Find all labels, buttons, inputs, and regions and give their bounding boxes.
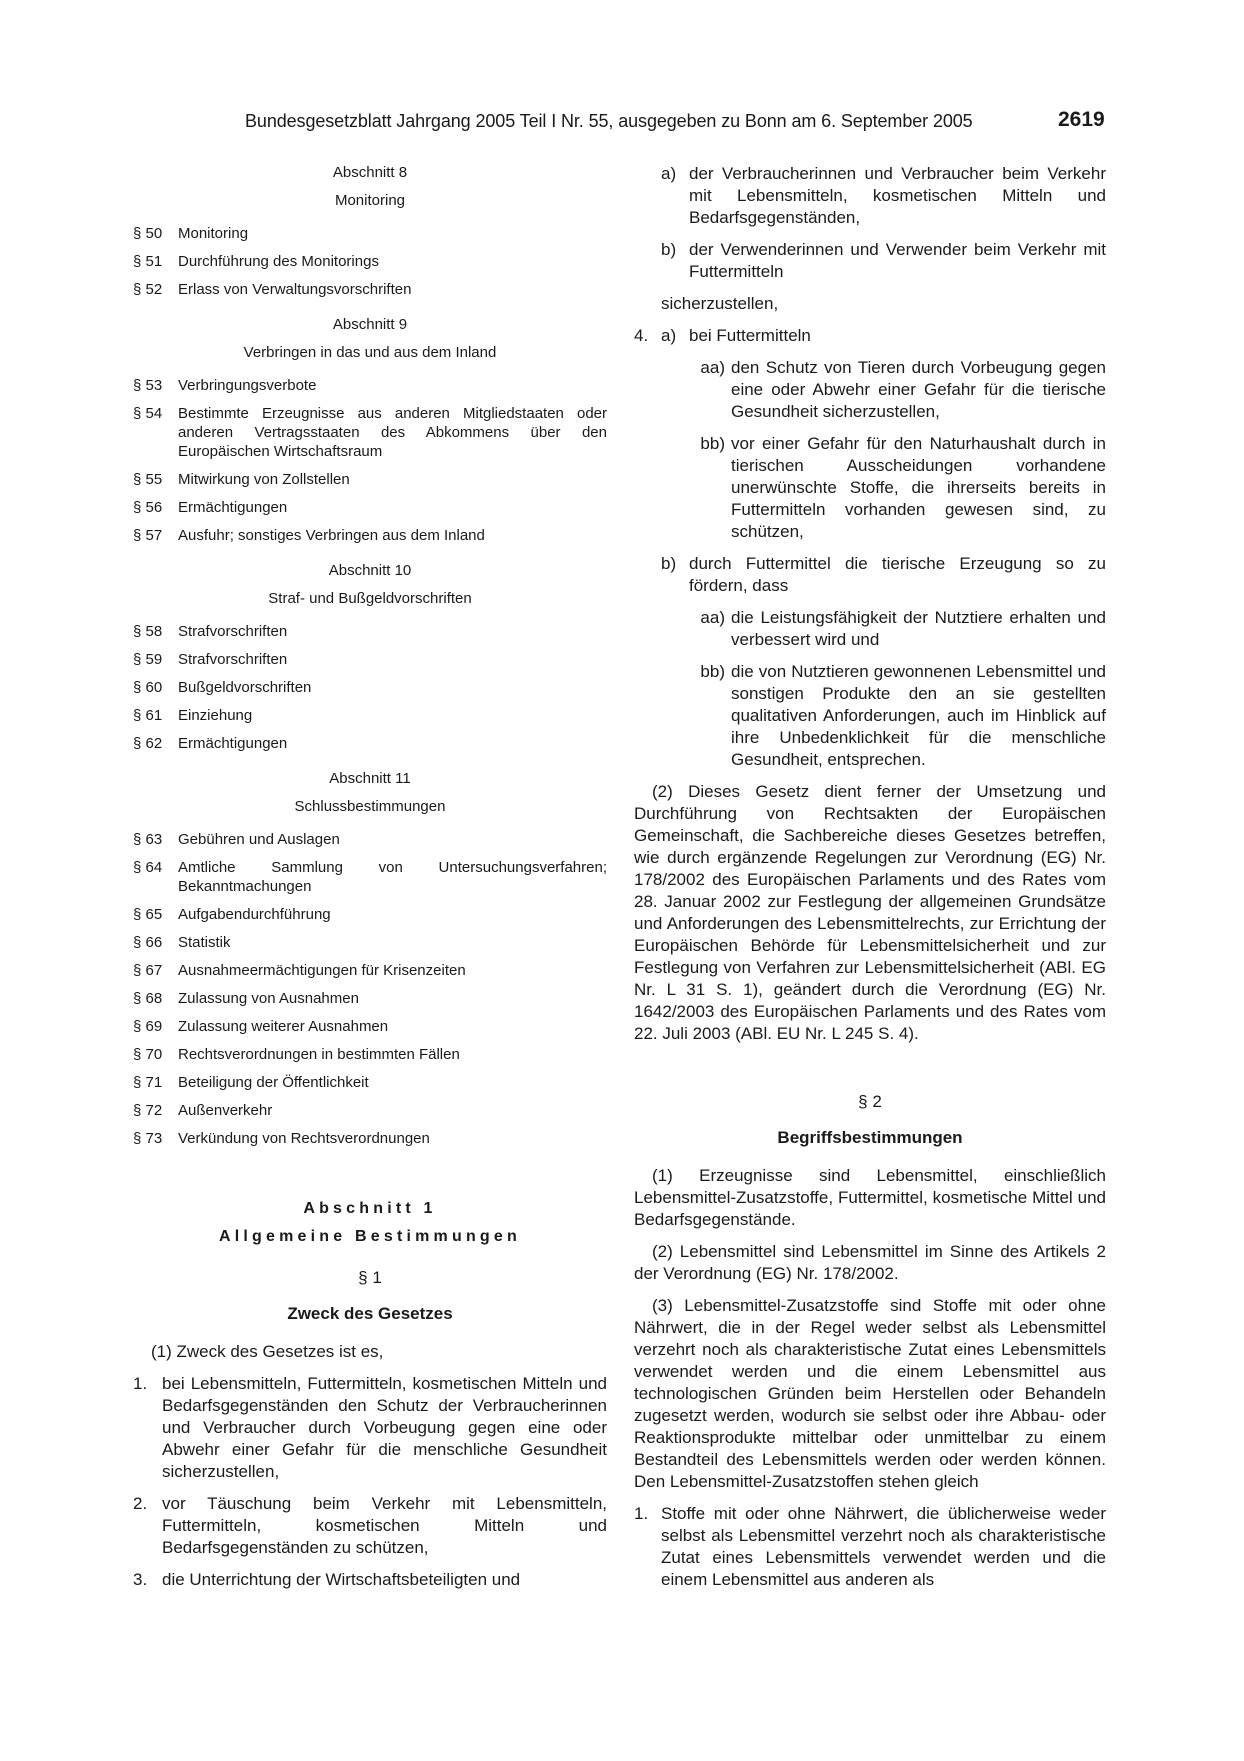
toc-entry-text: Ausfuhr; sonstiges Verbringen aus dem Inland xyxy=(178,527,485,544)
toc-entry-text: Monitoring xyxy=(178,225,249,242)
toc-section-label: Abschnitt 10 xyxy=(328,562,412,579)
toc-entry-paragraph: § 56 xyxy=(133,499,163,516)
item-label: a) xyxy=(661,164,677,183)
paragraph-number: § 1 xyxy=(358,1268,382,1287)
toc-entry-paragraph: § 55 xyxy=(133,471,163,488)
item-text: der Verbraucherinnen und Verbraucher beim Verkehr mit Lebensmitteln, kosmetischen Mitteln und Bedarfsgegenständen, xyxy=(689,164,1106,227)
list-item xyxy=(634,325,1106,347)
paragraph-text: (1) Zweck des Gesetzes ist es, xyxy=(151,1342,384,1361)
paragraph-text: (2) Dieses Gesetz dient ferner der Umsetzung und Durchführung von Rechtsakten der Europäischen Gemeinschaft, die Sachbereiche dieses Gesetzes betreffen, wie durch ergänzende Regelungen zur Verordnung (EG) Nr. 178/2002 des Europäischen Parlaments und des Rates vom 28. Januar 2002 zur Festlegung der allgemeinen Grundsätze und Anforderungen des Lebensmittelrechts, zur Errichtung der Europäischen Behörde für Lebensmittelsicherheit und zur Festlegung von Verfahren zur Lebensmittelsicherheit (ABl. EG Nr. L 31 S. 1), geändert durch die Verordnung (EG) Nr. 1642/2003 des Europäischen Parlaments und des Rates vom 22. Juli 2003 (ABl. EU Nr. L 245 S. 4). xyxy=(634,782,1106,1043)
toc-entry-list xyxy=(133,830,607,1148)
toc-entry xyxy=(133,224,607,243)
item-label: bb) xyxy=(700,662,725,681)
item-label: 3. xyxy=(133,1570,148,1589)
toc-section-title: Schlussbestimmungen xyxy=(294,798,446,815)
toc-entry xyxy=(133,858,607,896)
list-item xyxy=(634,433,1106,543)
paragraph-text: (3) Lebensmittel-Zusatzstoffe sind Stoffe mit oder ohne Nährwert, die in der Regel weder selbst als Lebensmittel verzehrt noch als charakteristische Zutat eines Lebensmittels verwendet werden und die einem Lebensmittel aus technologischen Gründen beim Herstellen oder Behandeln zugesetzt werden, wodurch sie selbst oder ihre Abbau- oder Reaktionsprodukte mittelbar oder unmittelbar zu einem Bestandteil des Lebensmittels werden oder werden können. Den Lebensmittel-Zusatzstoffen stehen gleich xyxy=(634,1296,1106,1491)
toc-entry xyxy=(133,622,607,641)
toc-entry-text: Beteiligung der Öffentlichkeit xyxy=(178,1074,369,1091)
toc-entry-paragraph: § 71 xyxy=(133,1074,163,1091)
item-label: bb) xyxy=(700,434,725,453)
page-number: 2619 xyxy=(1058,108,1105,131)
toc-entry-text: Gebühren und Auslagen xyxy=(178,831,340,848)
toc-entry-text: Einziehung xyxy=(178,707,253,724)
toc-section-label: Abschnitt 8 xyxy=(332,164,408,181)
toc-entry-text: Ermächtigungen xyxy=(178,735,288,752)
toc-entry-paragraph: § 72 xyxy=(133,1102,163,1119)
toc-entry xyxy=(133,404,607,461)
paragraph-text: (2) Lebensmittel sind Lebensmittel im Sinne des Artikels 2 der Verordnung (EG) Nr. 178/2002. xyxy=(634,1242,1106,1283)
toc-entry-paragraph: § 73 xyxy=(133,1130,163,1147)
abschnitt-title: Allgemeine Bestimmungen xyxy=(219,1228,521,1245)
toc-entry-list xyxy=(133,224,607,299)
toc-entry-paragraph: § 51 xyxy=(133,253,163,270)
toc-section-title: Verbringen in das und aus dem Inland xyxy=(243,344,497,361)
toc-entry-text: Ausnahmeermächtigungen für Krisenzeiten xyxy=(178,962,466,979)
item-text: die Unterrichtung der Wirtschaftsbeteiligten und xyxy=(162,1570,521,1589)
item-text: vor einer Gefahr für den Naturhaushalt durch in tierischen Ausscheidungen vorhandene unerwünschte Stoffe, die ihrerseits bereits in Futtermitteln vorhanden gewesen sind, zu schützen, xyxy=(731,434,1106,541)
item-text: bei Lebensmitteln, Futtermitteln, kosmetischen Mitteln und Bedarfsgegenständen den Schutz der Verbraucherinnen und Verbraucher durch Vorbeugung gegen eine oder Abwehr einer Gefahr für die menschliche Gesundheit sicherzustellen, xyxy=(162,1374,607,1481)
paragraph-text: (1) Erzeugnisse sind Lebensmittel, einschließlich Lebensmittel-Zusatzstoffe, Futtermittel, kosmetische Mittel und Bedarfsgegenstände. xyxy=(634,1166,1106,1229)
item-label: aa) xyxy=(700,608,725,627)
toc-entry-text: Bestimmte Erzeugnisse aus anderen Mitgliedstaaten oder anderen Vertragsstaaten des Abkommens über den Europäischen Wirtschaftsraum xyxy=(178,405,607,460)
toc-entry-text: Strafvorschriften xyxy=(178,651,288,668)
toc-entry-text: Durchführung des Monitorings xyxy=(178,253,379,270)
item-text: Stoffe mit oder ohne Nährwert, die üblicherweise weder selbst als Lebensmittel verzehrt noch als charakteristische Zutat eines Lebensmittels verwendet werden und die einem Lebensmittel aus anderen als xyxy=(661,1504,1106,1589)
list-item xyxy=(634,1503,1106,1591)
toc-entry xyxy=(133,706,607,725)
list-item xyxy=(133,1373,607,1483)
toc-entry-paragraph: § 60 xyxy=(133,679,163,696)
page-header xyxy=(0,108,1244,135)
paragraph-heading: Begriffsbestimmungen xyxy=(777,1128,963,1147)
toc-entry-text: Verbringungsverbote xyxy=(178,377,317,394)
toc-entry xyxy=(133,526,607,545)
toc-entry-paragraph: § 54 xyxy=(133,405,163,422)
toc-entry-text: Aufgabendurchführung xyxy=(178,906,331,923)
toc-entry-text: Zulassung weiterer Ausnahmen xyxy=(178,1018,389,1035)
toc-entry-text: Erlass von Verwaltungsvorschriften xyxy=(178,281,412,298)
toc-section-label: Abschnitt 9 xyxy=(332,316,408,333)
list-item xyxy=(634,163,1106,229)
toc-entry-text: Amtliche Sammlung von Untersuchungsverfahren; Bekanntmachungen xyxy=(178,859,607,895)
toc-section-title: Monitoring xyxy=(334,192,406,209)
toc-entry xyxy=(133,1129,607,1148)
toc-entry-text: Zulassung von Ausnahmen xyxy=(178,990,359,1007)
toc-entry xyxy=(133,1045,607,1064)
list-item xyxy=(634,553,1106,597)
toc-entry xyxy=(133,734,607,753)
toc-entry-text: Mitwirkung von Zollstellen xyxy=(178,471,350,488)
toc-entry-paragraph: § 61 xyxy=(133,707,163,724)
toc-entry xyxy=(133,905,607,924)
toc-entry xyxy=(133,961,607,980)
item-label: b) xyxy=(661,240,677,259)
paragraph-heading: Zweck des Gesetzes xyxy=(287,1304,453,1323)
toc-entry xyxy=(133,678,607,697)
toc-entry xyxy=(133,933,607,952)
paragraph-text: sicherzustellen, xyxy=(661,294,779,313)
toc-entry-text: Rechtsverordnungen in bestimmten Fällen xyxy=(178,1046,460,1063)
toc-section-title: Straf- und Bußgeldvorschriften xyxy=(268,590,472,607)
item-text: die Leistungsfähigkeit der Nutztiere erhalten und verbessert wird und xyxy=(731,608,1106,649)
toc-entry-paragraph: § 64 xyxy=(133,859,163,876)
toc-entry-text: Statistik xyxy=(178,934,231,951)
list-item xyxy=(634,607,1106,651)
item-label: b) xyxy=(661,554,677,573)
item-text: die von Nutztieren gewonnenen Lebensmittel und sonstigen Produkte den an sie gestellten qualitativen Anforderungen, auch im Hinblick auf ihre Unbedenklichkeit für die menschliche Gesundheit, entsprechen. xyxy=(731,662,1106,769)
item-label: 2. xyxy=(133,1494,148,1513)
toc-entry-text: Außenverkehr xyxy=(178,1102,273,1119)
toc-entry-paragraph: § 67 xyxy=(133,962,163,979)
toc-entry-paragraph: § 59 xyxy=(133,651,163,668)
toc-entry-text: Strafvorschriften xyxy=(178,623,288,640)
item-text: durch Futtermittel die tierische Erzeugung so zu fördern, dass xyxy=(689,554,1106,595)
toc-entry-text: Ermächtigungen xyxy=(178,499,288,516)
toc-entry xyxy=(133,1073,607,1092)
item-text: vor Täuschung beim Verkehr mit Lebensmitteln, Futtermitteln, kosmetischen Mitteln und Bedarfsgegenständen zu schützen, xyxy=(162,1494,607,1557)
list-item xyxy=(634,661,1106,771)
toc-entry-paragraph: § 66 xyxy=(133,934,163,951)
left-column xyxy=(133,163,607,1601)
toc-entry-paragraph: § 57 xyxy=(133,527,163,544)
list-item xyxy=(133,1493,607,1559)
toc-entry-list xyxy=(133,376,607,545)
toc-entry xyxy=(133,280,607,299)
toc-entry xyxy=(133,989,607,1008)
abschnitt-label: Abschnitt 1 xyxy=(303,1200,437,1217)
toc-entry-paragraph: § 70 xyxy=(133,1046,163,1063)
toc-entry-paragraph: § 50 xyxy=(133,225,163,242)
list-item xyxy=(634,357,1106,423)
item-text: bei Futtermitteln xyxy=(689,326,811,345)
toc-entry xyxy=(133,1017,607,1036)
right-column xyxy=(634,163,1106,1601)
item-label: 1. xyxy=(634,1504,649,1523)
item-label: 1. xyxy=(133,1374,148,1393)
toc-entry xyxy=(133,470,607,489)
toc-entry xyxy=(133,650,607,669)
toc-entry-paragraph: § 53 xyxy=(133,377,163,394)
item-text: der Verwenderinnen und Verwender beim Verkehr mit Futtermitteln xyxy=(689,240,1106,281)
paragraph-number: § 2 xyxy=(858,1092,882,1111)
toc-entry xyxy=(133,376,607,395)
toc-entry xyxy=(133,830,607,849)
item-text: den Schutz von Tieren durch Vorbeugung gegen eine oder Abwehr einer Gefahr für die tierische Gesundheit sicherzustellen, xyxy=(731,358,1106,421)
item-label: aa) xyxy=(700,358,725,377)
toc-entry xyxy=(133,1101,607,1120)
toc-entry-list xyxy=(133,622,607,753)
toc-entry-paragraph: § 68 xyxy=(133,990,163,1007)
toc-entry-paragraph: § 52 xyxy=(133,281,163,298)
toc-entry xyxy=(133,498,607,517)
gazette-title: Bundesgesetzblatt Jahrgang 2005 Teil I Nr. 55, ausgegeben zu Bonn am 6. September 2005 xyxy=(245,111,973,131)
toc-section-label: Abschnitt 11 xyxy=(329,770,411,787)
toc-entry-text: Verkündung von Rechtsverordnungen xyxy=(178,1130,430,1147)
toc-entry-text: Bußgeldvorschriften xyxy=(178,679,312,696)
item-label: 4. xyxy=(634,326,649,345)
toc-entry-paragraph: § 65 xyxy=(133,906,163,923)
toc-entry-paragraph: § 63 xyxy=(133,831,163,848)
list-item xyxy=(133,1569,607,1591)
table-of-contents xyxy=(133,163,607,1148)
toc-entry-paragraph: § 69 xyxy=(133,1018,163,1035)
toc-entry-paragraph: § 58 xyxy=(133,623,163,640)
toc-entry xyxy=(133,252,607,271)
list-item xyxy=(634,239,1106,283)
toc-entry-paragraph: § 62 xyxy=(133,735,163,752)
item-sublabel: a) xyxy=(661,326,677,345)
